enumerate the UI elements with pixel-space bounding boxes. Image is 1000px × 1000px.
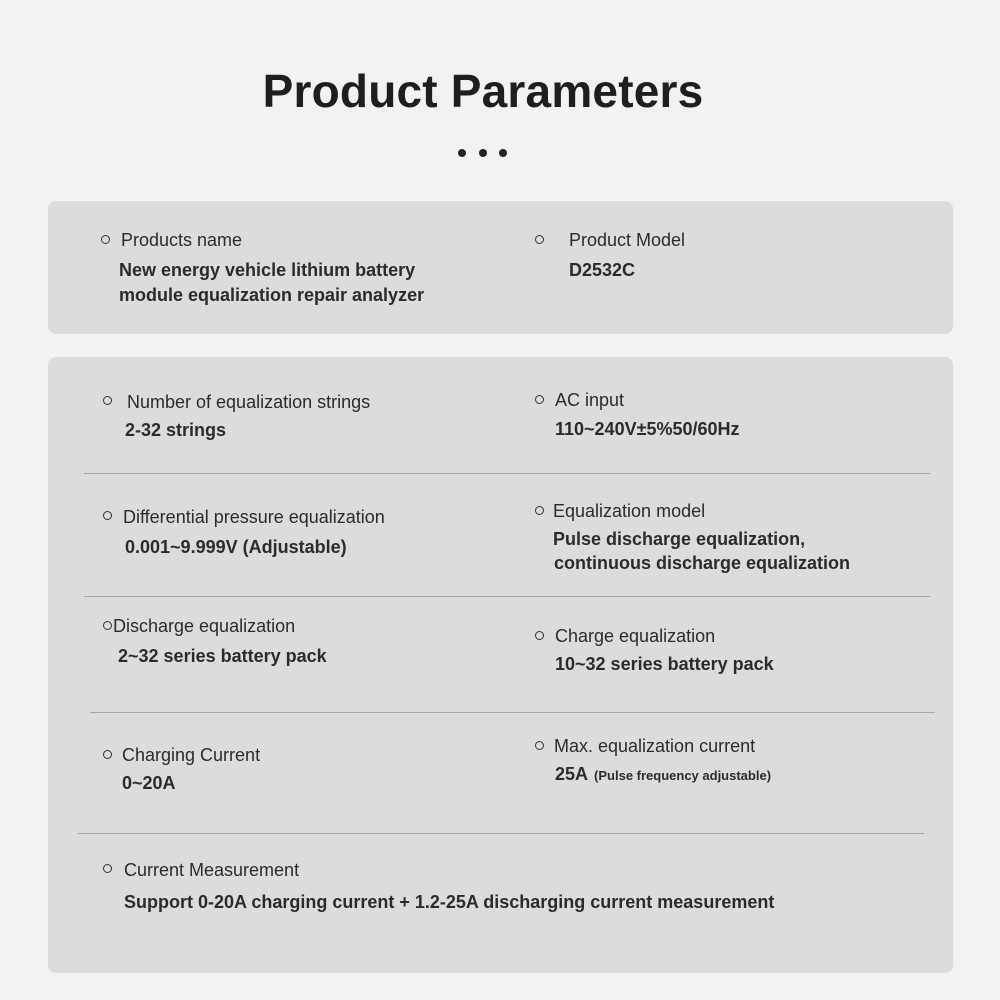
ac-input-label: AC input bbox=[555, 390, 625, 410]
bullet-icon bbox=[103, 864, 112, 873]
bullet-icon bbox=[535, 741, 544, 750]
product-name-value-line2: module equalization repair analyzer bbox=[119, 285, 425, 305]
strings-value: 2-32 strings bbox=[125, 420, 227, 440]
current-measurement-value: Support 0-20A charging current + 1.2-25A discharging current measurement bbox=[124, 892, 775, 912]
bullet-icon bbox=[535, 235, 544, 244]
bullet-icon bbox=[103, 511, 112, 520]
parameters-panel bbox=[48, 357, 953, 973]
decorative-dots bbox=[0, 149, 1000, 159]
eq-model-label: Equalization model bbox=[553, 501, 706, 521]
bullet-icon bbox=[101, 235, 110, 244]
bullet-icon bbox=[103, 621, 112, 630]
eq-model-value-line2: continuous discharge equalization bbox=[554, 553, 851, 573]
bullet-icon bbox=[535, 631, 544, 640]
row-divider bbox=[78, 833, 924, 834]
bullet-icon bbox=[103, 396, 112, 405]
product-model-value: D2532C bbox=[569, 260, 636, 280]
row-divider bbox=[84, 596, 930, 597]
charge-eq-value: 10~32 series battery pack bbox=[555, 654, 774, 674]
charging-current-label: Charging Current bbox=[122, 745, 261, 765]
charge-eq-label: Charge equalization bbox=[555, 626, 716, 646]
max-eq-current-note: (Pulse frequency adjustable) bbox=[594, 768, 772, 783]
bullet-icon bbox=[103, 750, 112, 759]
current-measurement-label: Current Measurement bbox=[124, 860, 300, 880]
eq-model-value-line1: Pulse discharge equalization, bbox=[553, 529, 806, 549]
page-title: Product Parameters bbox=[262, 65, 704, 117]
charging-current-value: 0~20A bbox=[122, 773, 176, 793]
diff-pressure-label: Differential pressure equalization bbox=[123, 507, 385, 527]
max-eq-current-label: Max. equalization current bbox=[554, 736, 756, 756]
discharge-eq-label: Discharge equalization bbox=[113, 616, 296, 636]
diff-pressure-value: 0.001~9.999V (Adjustable) bbox=[125, 537, 347, 557]
product-info-panel bbox=[48, 201, 953, 334]
dot bbox=[479, 149, 487, 157]
max-eq-current-number: 25A bbox=[555, 764, 589, 784]
dot bbox=[499, 149, 507, 157]
product-model-label: Product Model bbox=[569, 230, 686, 250]
bullet-icon bbox=[535, 506, 544, 515]
max-eq-current-value bbox=[555, 762, 771, 788]
bullet-icon bbox=[535, 395, 544, 404]
strings-label: Number of equalization strings bbox=[127, 392, 371, 412]
discharge-eq-value: 2~32 series battery pack bbox=[118, 646, 327, 666]
product-name-label: Products name bbox=[121, 230, 243, 250]
product-name-value-line1: New energy vehicle lithium battery bbox=[119, 260, 416, 280]
ac-input-value: 110~240V±5%50/60Hz bbox=[555, 419, 740, 439]
dot bbox=[458, 149, 466, 157]
row-divider bbox=[84, 473, 930, 474]
row-divider bbox=[90, 712, 935, 713]
